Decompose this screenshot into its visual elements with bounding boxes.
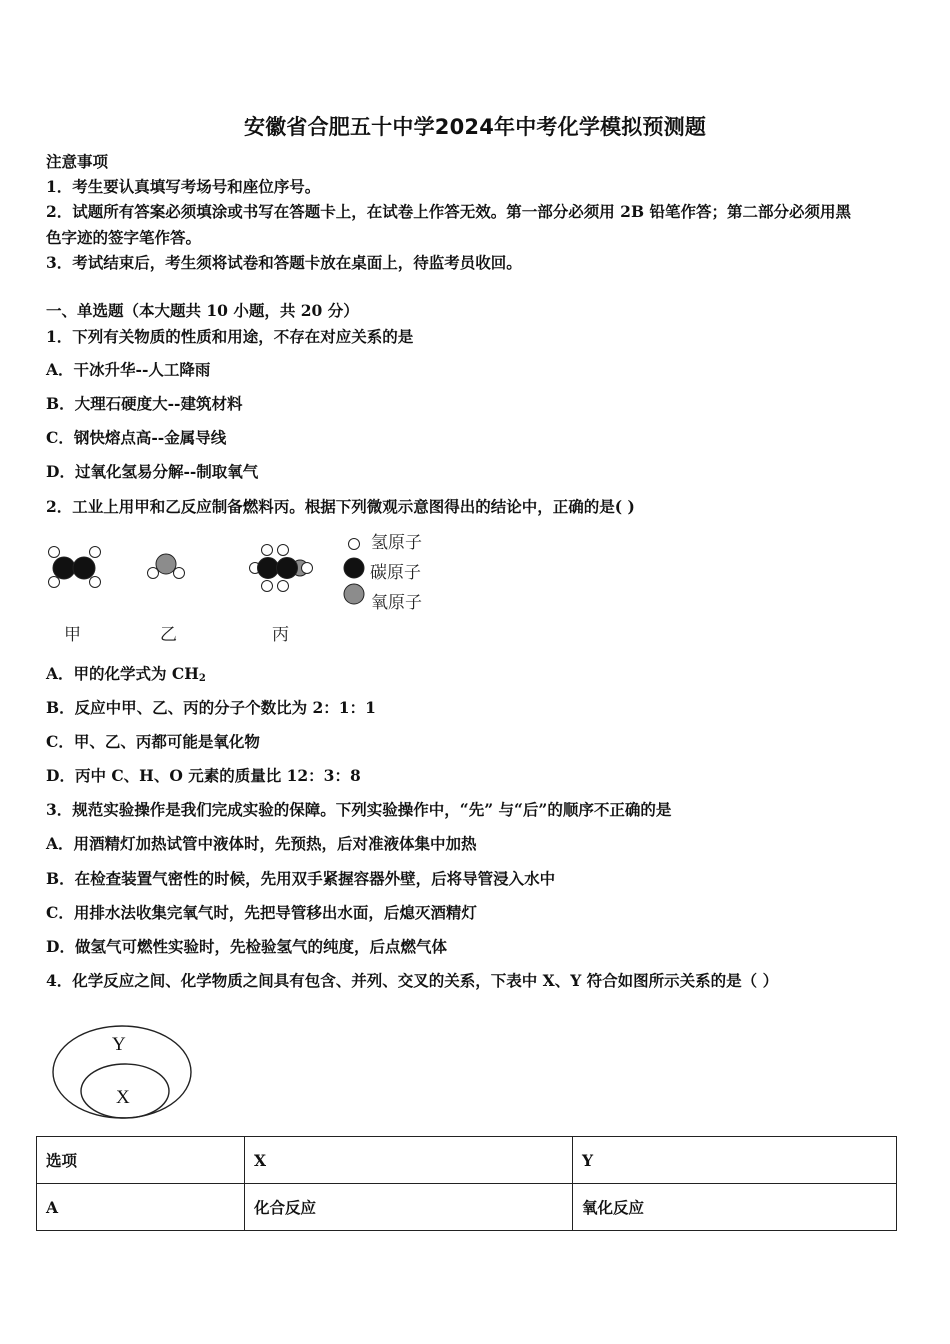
table-cell: 氧化反应 [573, 1184, 897, 1231]
options-table [36, 1136, 897, 1231]
question-stem: 2．工业上用甲和乙反应制备燃料丙。根据下列微观示意图得出的结论中，正确的是( ) [46, 497, 635, 516]
venn-label-x: X [116, 1087, 130, 1108]
notice-heading: 注意事项 [46, 152, 109, 171]
molecule-label-jia: 甲 [64, 625, 81, 645]
option-b: B．在检查装置气密性的时候，先用双手紧握容器外壁，后将导管浸入水中 [46, 869, 556, 888]
table-cell: A [37, 1184, 245, 1231]
question-stem: 3．规范实验操作是我们完成实验的保障。下列实验操作中，“先” 与“后”的顺序不正确的是 [46, 800, 672, 819]
option-a: A．甲的化学式为 $CH_2$ [46, 664, 206, 684]
legend-symbols [340, 532, 370, 612]
notice-item: 色字迹的签字笔作答。 [46, 228, 202, 247]
option-d: D．过氧化氢易分解--制取氧气 [46, 462, 259, 481]
question-stem: 4．化学反应之间、化学物质之间具有包含、并列、交叉的关系，下表中 X、Y 符合如图所示关系的是（ ） [46, 971, 779, 990]
section-heading: 一、单选题（本大题共 10 小题，共 20 分） [46, 301, 359, 320]
molecule-diagram [40, 536, 340, 596]
hydrogen-atom-icon [349, 539, 360, 550]
question-stem: 1．下列有关物质的性质和用途，不存在对应关系的是 [46, 327, 414, 346]
page-title: 安徽省合肥五十中学2024年中考化学模拟预测题 [243, 115, 707, 139]
option-d: D．做氢气可燃性实验时，先检验氢气的纯度，后点燃气体 [46, 937, 447, 956]
molecule-bing [250, 545, 313, 592]
option-a: A．干冰升华--人工降雨 [46, 360, 211, 379]
option-b: B．反应中甲、乙、丙的分子个数比为 2：1：1 [46, 698, 376, 717]
molecule-jia [49, 547, 101, 588]
option-b: B．大理石硬度大--建筑材料 [46, 394, 243, 413]
table-cell: 化合反应 [245, 1184, 573, 1231]
molecule-yi [148, 554, 185, 579]
option-c: C．钢快熔点高--金属导线 [46, 428, 227, 447]
legend-carbon: 碳原子 [370, 563, 421, 583]
table-header-cell: Y [573, 1137, 897, 1184]
table-header-cell: 选项 [37, 1137, 245, 1184]
table-row [37, 1184, 897, 1231]
notice-item: 3．考试结束后，考生须将试卷和答题卡放在桌面上，待监考员收回。 [46, 253, 522, 272]
oxygen-atom-icon [344, 584, 364, 604]
option-c: C．甲、乙、丙都可能是氧化物 [46, 732, 260, 751]
notice-item: 2．试题所有答案必须填涂或书写在答题卡上，在试卷上作答无效。第一部分必须用 2B 铅笔作答；第二部分必须用黑 [46, 202, 851, 221]
table-header-row [37, 1137, 897, 1184]
molecule-label-yi: 乙 [160, 625, 177, 645]
option-d: D．丙中 C、H、O 元素的质量比 12：3：8 [46, 766, 361, 785]
notice-item: 1．考生要认真填写考场号和座位序号。 [46, 177, 321, 196]
option-c: C．用排水法收集完氧气时，先把导管移出水面，后熄灭酒精灯 [46, 903, 477, 922]
carbon-atom-icon [344, 558, 364, 578]
legend-hydrogen: 氢原子 [371, 533, 422, 553]
table-header-cell: X [245, 1137, 573, 1184]
molecule-label-bing: 丙 [272, 625, 289, 645]
option-a: A．用酒精灯加热试管中液体时，先预热，后对准液体集中加热 [46, 834, 477, 853]
legend-oxygen: 氧原子 [371, 593, 422, 613]
venn-label-y: Y [112, 1034, 126, 1055]
